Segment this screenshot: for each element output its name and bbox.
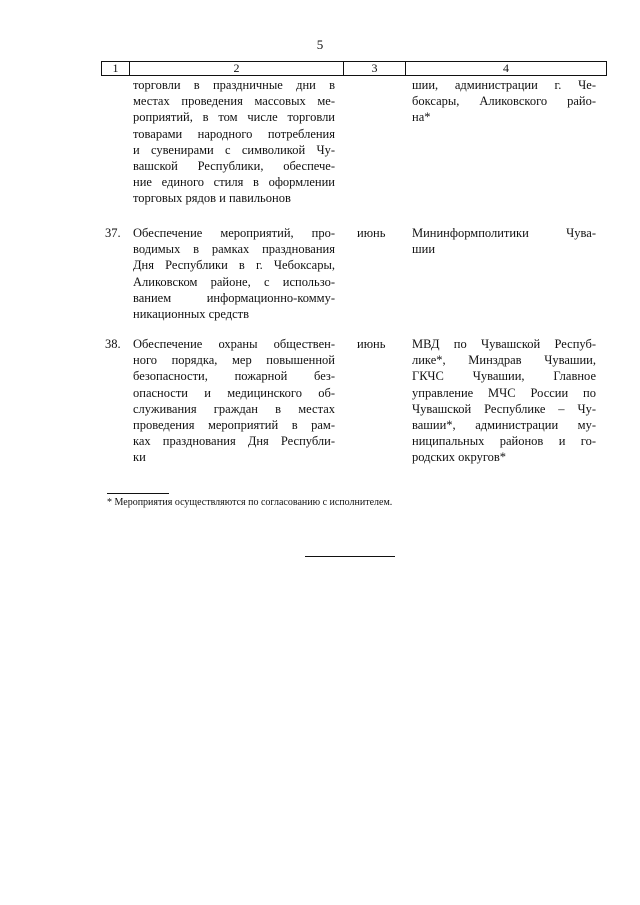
- executor-line: родских округов*: [412, 450, 507, 465]
- text-line: товарами народного потребления: [133, 126, 335, 141]
- text-line: проведения мероприятий в рам-: [133, 417, 335, 432]
- executor-line: боксары, Аликовского райо-: [412, 94, 596, 109]
- row-text: [133, 336, 335, 466]
- row-number-text: 37.: [105, 226, 121, 240]
- table-header: [101, 61, 607, 76]
- executor-line: шии, администрации г. Че-: [412, 78, 596, 92]
- row-date: [357, 225, 397, 241]
- executor-line: лике*, Минздрав Чувашии,: [412, 353, 596, 368]
- text-line: роприятий, в том числе торговли: [133, 110, 335, 125]
- text-line: ках празднования Дня Республи-: [133, 434, 335, 449]
- row-number: [105, 225, 131, 241]
- text-line: Обеспечение охраны обществен-: [133, 337, 335, 351]
- text-line: торговли в праздничные дни в: [133, 78, 335, 92]
- text-line: ного порядка, мер повышенной: [133, 353, 335, 368]
- text-line: местах проведения массовых ме-: [133, 94, 335, 109]
- table-header-col-4: 4: [503, 61, 509, 75]
- text-line: безопасности, пожарной без-: [133, 369, 335, 384]
- executor-line: МВД по Чувашской Респуб-: [412, 337, 596, 351]
- date-text: июнь: [357, 226, 386, 240]
- table-header-col-1: 1: [102, 62, 130, 75]
- footnote-text: * Мероприятия осуществляются по согласованию с исполнителем.: [107, 497, 393, 508]
- text-line: служивания граждан в местах: [133, 401, 335, 416]
- executor-line: управление МЧС России по: [412, 385, 596, 400]
- text-line: Обеспечение мероприятий, про-: [133, 226, 335, 240]
- text-line: Дня Республики в г. Чебоксары,: [133, 258, 335, 273]
- text-line: никационных средств: [133, 306, 250, 321]
- text-line: опасности и медицинского об-: [133, 385, 335, 400]
- footnote-divider: [107, 493, 169, 494]
- row-text: [133, 77, 335, 207]
- text-line: и сувенирами с символикой Чу-: [133, 142, 335, 157]
- row-number: [105, 336, 131, 352]
- row-date: [357, 336, 397, 352]
- date-text: июнь: [357, 337, 386, 351]
- text-line: ки: [133, 450, 146, 465]
- table-header-col-2: 2: [130, 62, 344, 75]
- text-line: ванием информационно-комму-: [133, 290, 335, 305]
- text-line: водимых в рамках празднования: [133, 242, 335, 257]
- executor-line: Чувашской Республике – Чу-: [412, 401, 596, 416]
- text-line: Аликовском районе, с использо-: [133, 274, 335, 289]
- executor-line: ГКЧС Чувашии, Главное: [412, 369, 596, 384]
- executor-line: ниципальных районов и го-: [412, 434, 596, 449]
- text-line: торговых рядов и павильонов: [133, 191, 291, 206]
- row-number-text: 38.: [105, 337, 121, 351]
- row-executor: [412, 225, 596, 257]
- page-number: 5: [316, 37, 324, 52]
- executor-line: шии: [412, 242, 436, 257]
- row-executor: [412, 77, 596, 126]
- text-line: ние единого стиля в оформлении: [133, 175, 335, 190]
- executor-line: вашии*, администрации му-: [412, 417, 596, 432]
- end-of-document-line: [305, 556, 395, 557]
- text-line: вашской Республики, обеспече-: [133, 158, 335, 173]
- executor-line: на*: [412, 110, 431, 125]
- row-executor: [412, 336, 596, 466]
- executor-line: Мининформполитики Чува-: [412, 226, 596, 240]
- table-header-col-3: 3: [344, 62, 406, 75]
- row-text: [133, 225, 335, 322]
